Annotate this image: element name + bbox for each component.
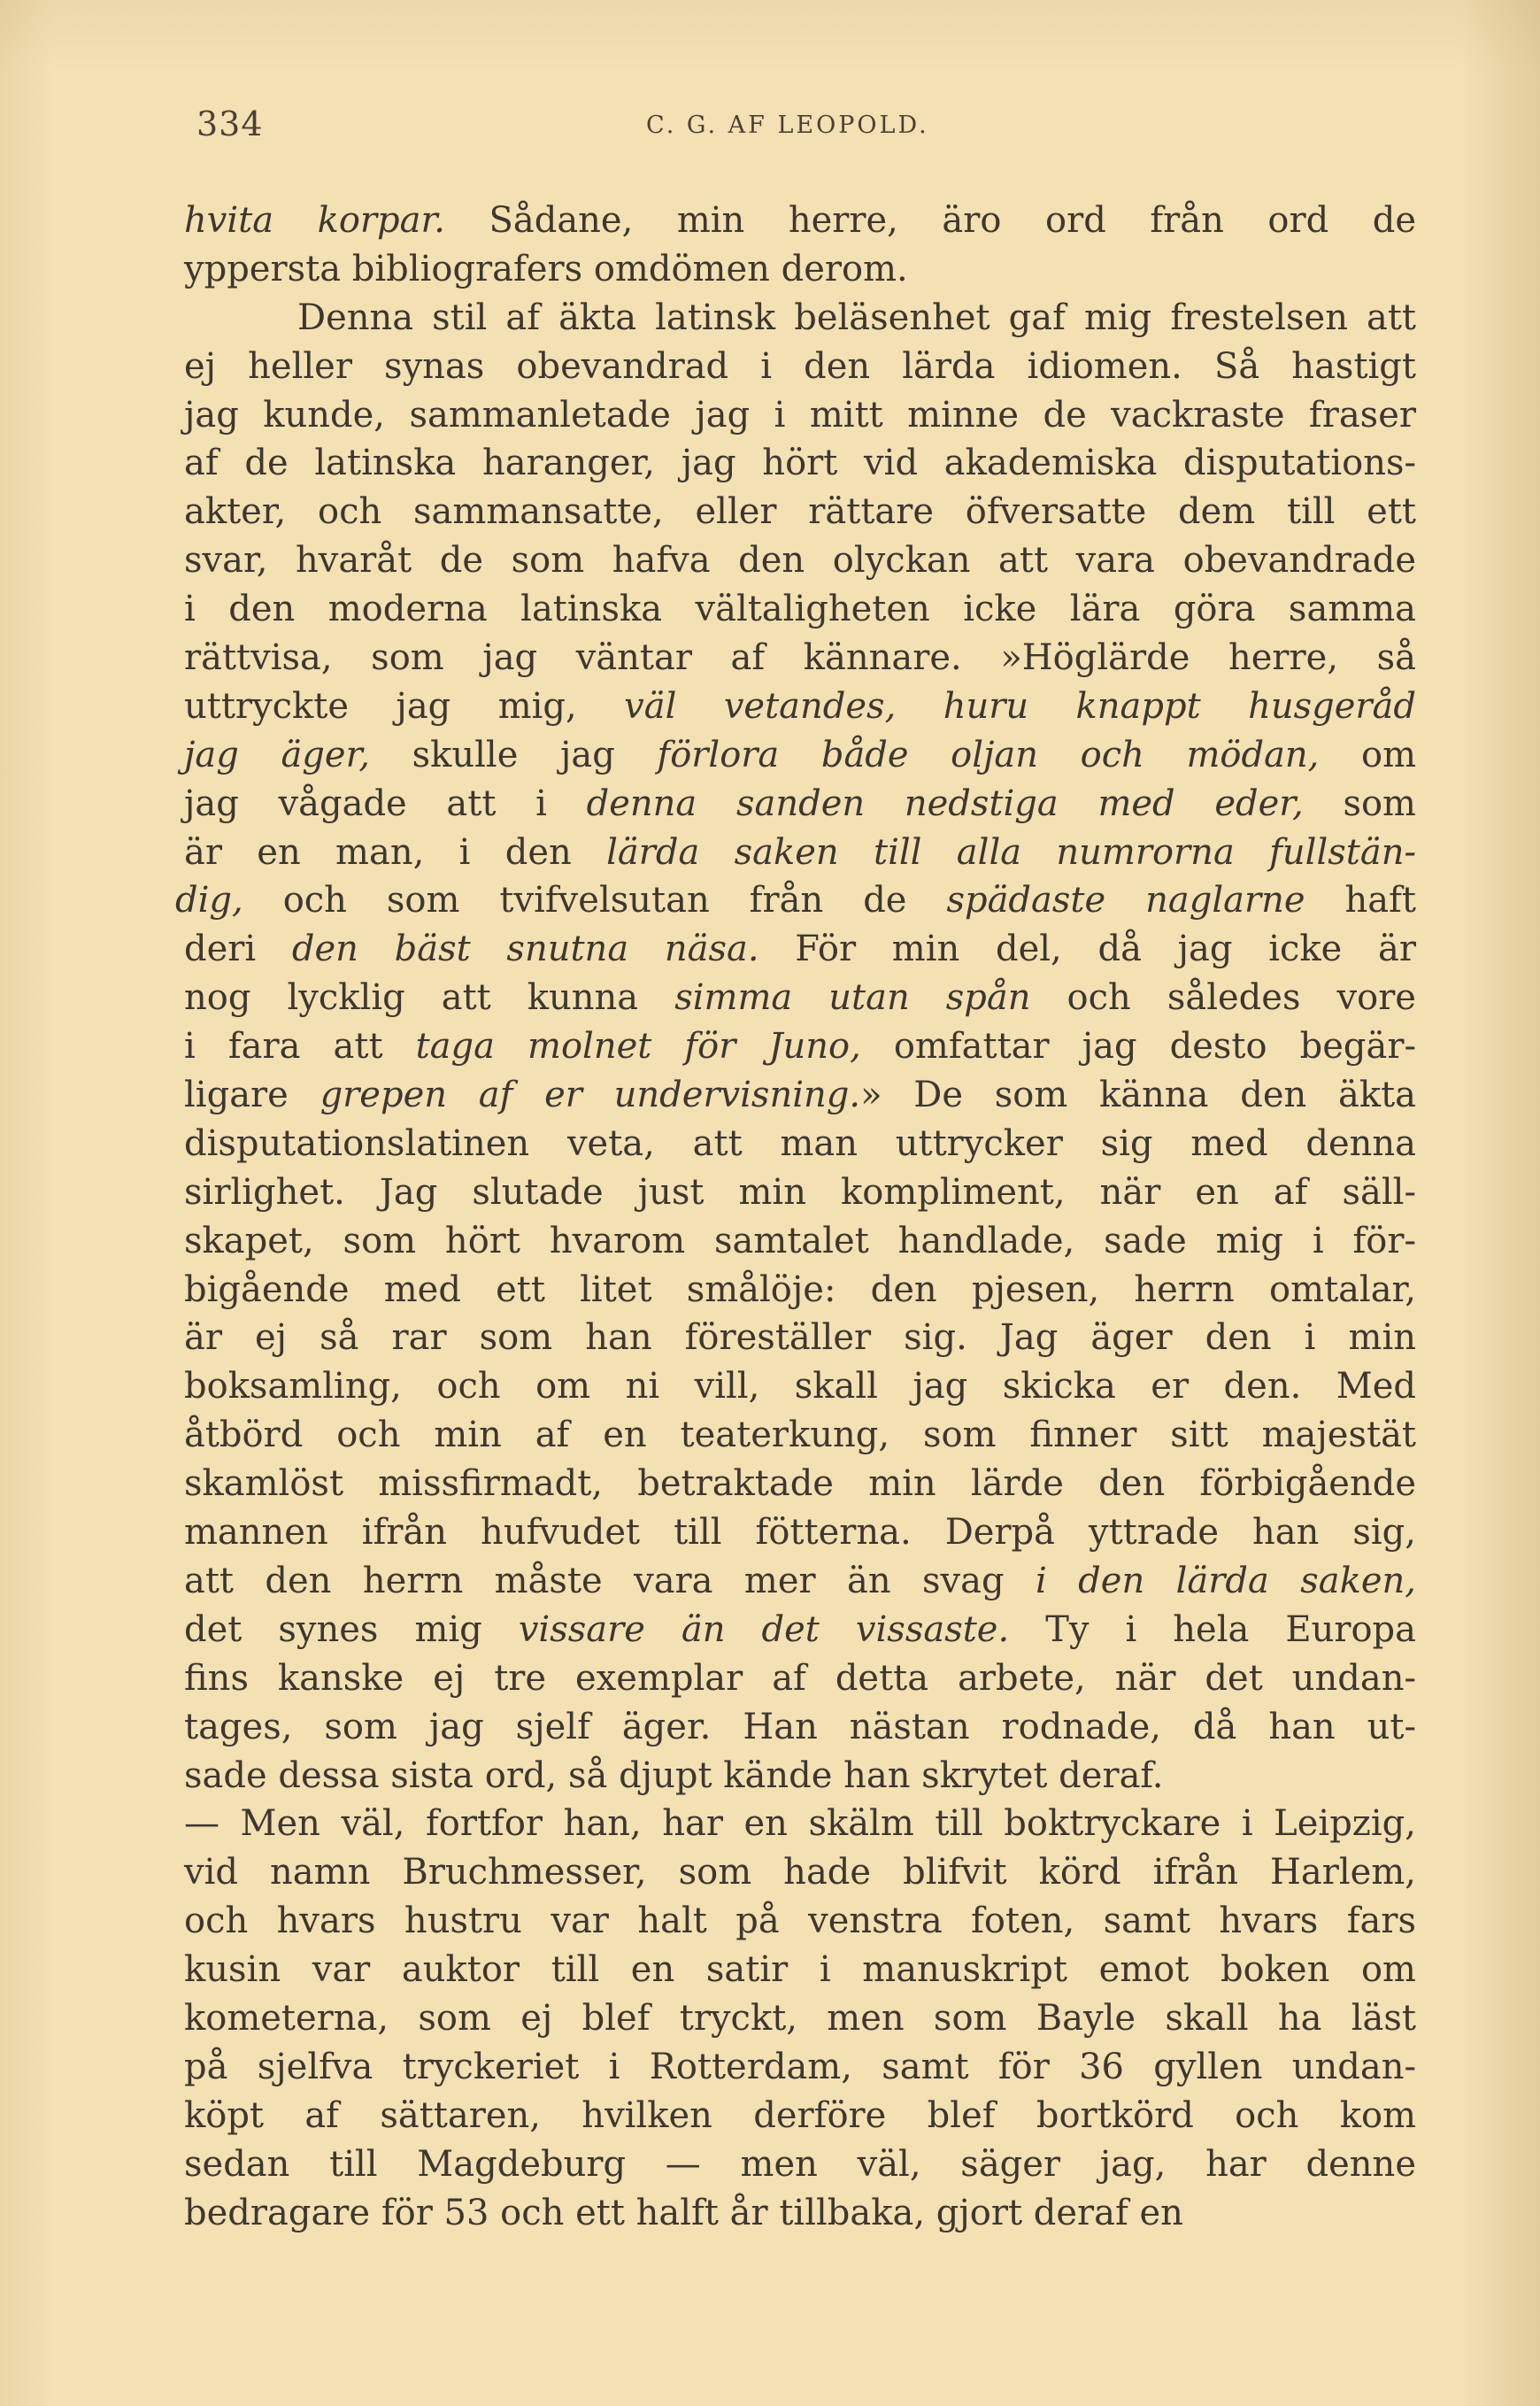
text-line	[184, 439, 1416, 488]
text-run: kometerna, som ej blef tryckt, men som Bayle skall ha läst	[184, 1997, 1416, 2039]
text-run: — Men väl, fortfor han, har en skälm till boktryckare i Leipzig,	[184, 1803, 1416, 1845]
text-line	[184, 974, 1416, 1022]
text-run: skamlöst missfirmadt, betraktade min lärde den förbigående	[184, 1463, 1416, 1505]
text-run: haft	[1305, 880, 1416, 922]
text-line	[184, 391, 1416, 440]
text-line	[184, 1314, 1416, 1362]
text-run: akter, och sammansatte, eller rättare öfversatte dem till ett	[184, 491, 1416, 533]
text-run: sedan till Magdeburg — men väl, säger jag, har denne	[184, 2143, 1416, 2185]
text-line	[184, 1266, 1416, 1315]
text-run: af de latinska haranger, jag hört vid akademiska disputations-	[184, 443, 1416, 484]
text-run: mannen ifrån hufvudet till fötterna. Derpå yttrade han sig,	[184, 1512, 1416, 1554]
italic-phrase: spädaste naglarne	[946, 880, 1305, 922]
text-run: som	[1303, 783, 1416, 824]
text-run: det synes mig	[184, 1608, 519, 1650]
text-line	[184, 1362, 1416, 1411]
italic-phrase: jag äger,	[184, 734, 371, 775]
italic-phrase: i den lärda saken,	[1036, 1560, 1416, 1601]
text-line	[184, 780, 1416, 829]
italic-phrase: denna sanden nedstiga med eder,	[586, 783, 1304, 824]
text-line	[184, 925, 1416, 974]
text-line	[184, 2140, 1416, 2189]
text-line	[184, 1606, 1416, 1654]
text-line	[184, 682, 1416, 731]
text-run: ligare	[184, 1075, 320, 1116]
text-run: fins kanske ej tre exemplar af detta arbete, när det undan-	[184, 1657, 1416, 1699]
italic-phrase: grepen af er undervisning.	[320, 1075, 861, 1116]
text-line	[184, 1752, 1416, 1801]
text-run: bigående med ett litet smålöje: den pjesen, herrn omtalar,	[184, 1269, 1416, 1310]
text-run: Ty i hela Europa	[1009, 1608, 1416, 1650]
text-run: boksamling, och om ni vill, skall jag skicka er den. Med	[184, 1366, 1416, 1407]
text-line	[184, 1946, 1416, 1994]
text-line	[184, 488, 1416, 536]
italic-phrase: taga molnet för Juno,	[415, 1026, 861, 1068]
text-run: vid namn Bruchmesser, som hade blifvit körd ifrån Harlem,	[184, 1852, 1416, 1893]
text-run: omfattar jag desto begär-	[860, 1026, 1416, 1068]
page-number: 334	[196, 104, 264, 143]
text-line	[184, 245, 1416, 294]
text-run: Sådane, min herre, äro ord från ord de	[444, 200, 1416, 241]
text-line	[184, 1508, 1416, 1557]
text-line	[184, 1800, 1416, 1848]
text-run: i den moderna latinska vältaligheten icke lära göra samma	[184, 589, 1416, 630]
text-line	[184, 1703, 1416, 1752]
text-run: ej heller synas obevandrad i den lärda idiomen. Så hastigt	[184, 345, 1416, 387]
text-line	[184, 585, 1416, 634]
text-run: är en man, i den	[184, 831, 607, 873]
text-line	[184, 1411, 1416, 1460]
text-line	[184, 2043, 1416, 2092]
text-line	[184, 634, 1416, 682]
text-line	[184, 2092, 1416, 2140]
text-run: » De som känna den äkta	[860, 1075, 1416, 1116]
text-line	[184, 1120, 1416, 1168]
text-run: disputationslatinen veta, att man uttrycker sig med denna	[184, 1122, 1416, 1164]
text-line	[184, 343, 1416, 391]
text-run: yppersta bibliografers omdömen derom.	[184, 248, 908, 289]
text-line	[184, 1071, 1416, 1120]
text-run: deri	[184, 929, 292, 970]
text-run: om	[1319, 734, 1417, 775]
text-run: sade dessa sista ord, så djupt kände han skrytet deraf.	[184, 1754, 1164, 1796]
text-run: skapet, som hört hvarom samtalet handlade, sade mig i för-	[184, 1220, 1416, 1261]
page-header	[196, 104, 1418, 158]
italic-phrase: förlora både oljan och mödan,	[657, 734, 1320, 775]
text-run: på sjelfva tryckeriet i Rotterdam, samt för 36 gyllen undan-	[184, 2046, 1416, 2087]
text-run: köpt af sättaren, hvilken derföre blef bortkörd och kom	[184, 2094, 1416, 2136]
text-run: är ej så rar som han föreställer sig. Jag äger den i min	[184, 1317, 1416, 1359]
text-line	[184, 1557, 1416, 1606]
text-run: Denna stil af äkta latinsk beläsenhet gaf mig frestelsen att	[297, 297, 1416, 338]
text-run: kusin var auktor till en satir i manuskript emot boken om	[184, 1949, 1416, 1991]
text-line	[184, 1994, 1416, 2043]
text-line	[184, 536, 1416, 585]
text-run: jag vågade att i	[184, 783, 587, 824]
italic-phrase: simma utan spån	[674, 977, 1031, 1019]
text-run: och således vore	[1030, 977, 1416, 1019]
text-run: sirlighet. Jag slutade just min kompliment, när en af säll-	[184, 1171, 1416, 1213]
text-run: tages, som jag sjelf äger. Han nästan rodnade, då han ut-	[184, 1706, 1416, 1747]
text-line	[184, 1168, 1416, 1217]
text-run: att den herrn måste vara mer än svag	[184, 1560, 1036, 1601]
text-run: svar, hvaråt de som hafva den olyckan att vara obevandrade	[184, 540, 1416, 582]
text-run: skulle jag	[370, 734, 658, 775]
text-line	[184, 1848, 1416, 1897]
italic-phrase: vissare än det vissaste.	[518, 1608, 1010, 1650]
text-run: uttryckte jag mig,	[184, 685, 625, 727]
text-run: i fara att	[184, 1026, 416, 1068]
text-line	[184, 829, 1416, 877]
running-head: C. G. AF LEOPOLD.	[646, 112, 929, 139]
text-line	[184, 1897, 1416, 1946]
italic-phrase: väl vetandes, huru knappt husgeråd	[624, 685, 1416, 727]
text-run: åtbörd och min af en teaterkung, som finner sitt majestät	[184, 1415, 1416, 1456]
text-run: nog lycklig att kunna	[184, 977, 675, 1019]
text-line	[175, 876, 1416, 925]
italic-phrase: lärda saken till alla numrorna fullstän-	[606, 831, 1416, 873]
text-line	[184, 294, 1416, 343]
text-line	[184, 2189, 1416, 2238]
italic-phrase: dig,	[175, 880, 243, 922]
text-line	[184, 1460, 1416, 1508]
text-run: och hvars hustru var halt på venstra foten, samt hvars fars	[184, 1901, 1416, 1942]
text-line	[184, 731, 1416, 780]
italic-phrase: hvita korpar.	[184, 200, 445, 241]
italic-phrase: den bäst snutna näsa.	[291, 929, 759, 970]
text-line	[184, 1654, 1416, 1703]
text-line	[184, 1217, 1416, 1266]
text-line	[184, 1022, 1416, 1071]
text-run: jag kunde, sammanletade jag i mitt minne de vackraste fraser	[184, 394, 1416, 436]
text-run: rättvisa, som jag väntar af kännare. »Höglärde herre, så	[184, 637, 1416, 679]
text-run: bedragare för 53 och ett halft år tillbaka, gjort deraf en	[184, 2192, 1183, 2233]
text-line	[184, 197, 1416, 245]
text-run: För min del, då jag icke är	[758, 929, 1416, 970]
body-text	[175, 197, 1417, 2237]
text-run: och som tvifvelsutan från de	[243, 880, 947, 922]
